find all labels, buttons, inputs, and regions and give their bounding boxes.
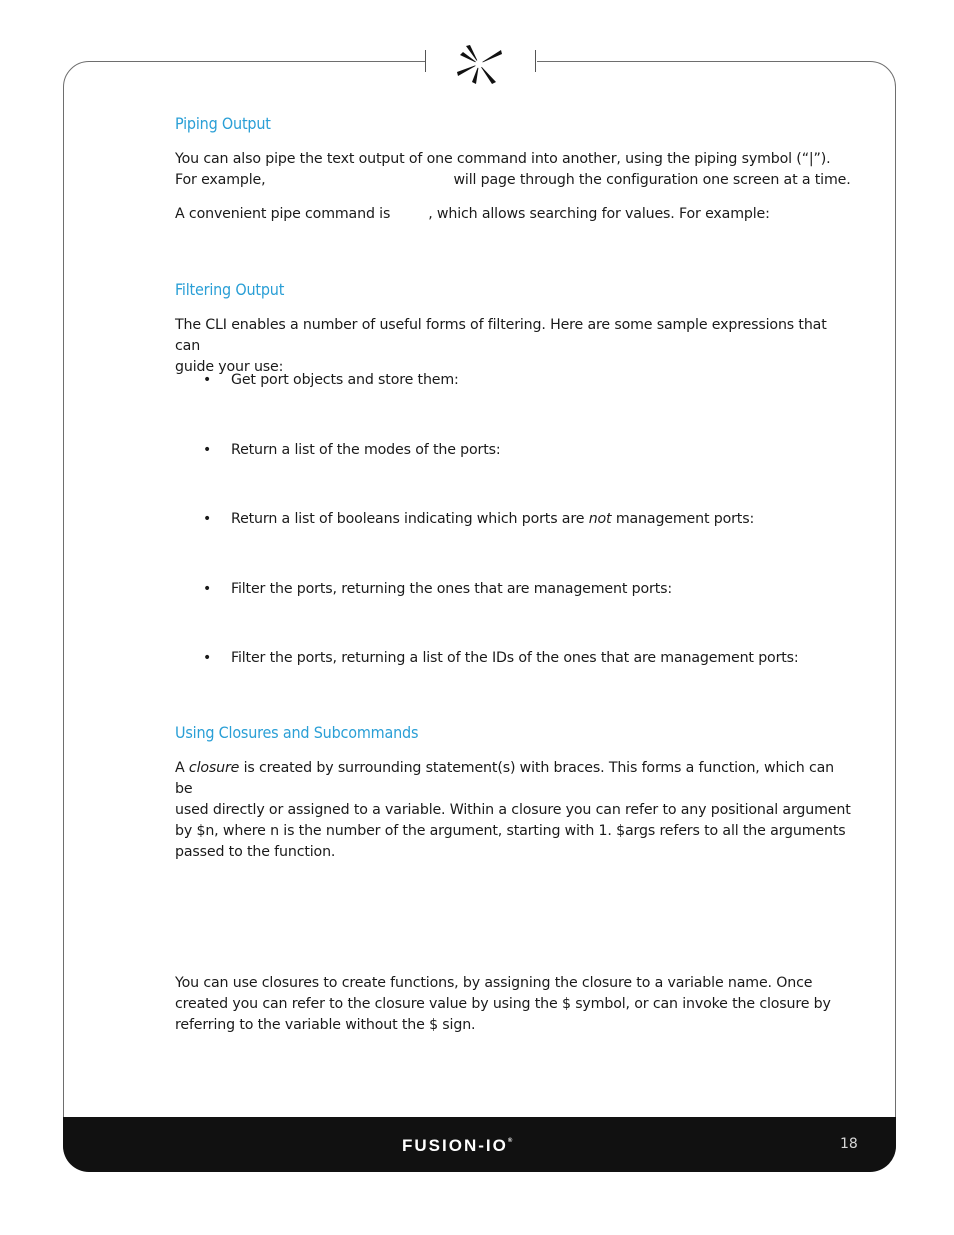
- piping-paragraph-2: [175, 204, 855, 225]
- filter-item-5: Filter the ports, returning a list of the IDs of the ones that are management ports:: [231, 650, 799, 666]
- frame-tick-right: [535, 50, 536, 72]
- footer-brand-logo: [402, 1136, 512, 1156]
- closures-p1-l2: used directly or assigned to a variable. Within a closure you can refer to any positional argument: [175, 802, 851, 818]
- page-number: 18: [840, 1136, 858, 1152]
- piping-p1-line2a: For example,: [175, 172, 266, 188]
- filtering-intro-line2: guide your use:: [175, 359, 284, 375]
- bullet-icon: •: [203, 650, 212, 666]
- piping-p1-line1: You can also pipe the text output of one command into another, using the piping symbol (“|”).: [175, 151, 831, 167]
- filter-item-3-emphasis: not: [588, 511, 612, 527]
- bullet-icon: •: [203, 581, 212, 597]
- heading-filtering-output: Filtering Output: [175, 280, 285, 299]
- heading-piping-output: Piping Output: [175, 114, 271, 133]
- filtering-intro-line1: The CLI enables a number of useful forms of filtering. Here are some sample expressions that can: [175, 317, 827, 354]
- piping-paragraph-1: [175, 149, 855, 191]
- filtering-intro: [175, 315, 855, 378]
- filter-item-4: Filter the ports, returning the ones that are management ports:: [231, 581, 672, 597]
- frame-tick-left: [425, 50, 426, 72]
- closures-p2-l3: referring to the variable without the $ sign.: [175, 1017, 476, 1033]
- closures-p2-l1: You can use closures to create functions, by assigning the closure to a variable name. Once: [175, 975, 813, 991]
- piping-p2-b: , which allows searching for values. For example:: [428, 206, 770, 222]
- closures-p1-l1a: A: [175, 760, 189, 776]
- bullet-icon: •: [203, 442, 212, 458]
- piping-p1-line2b: will page through the configuration one screen at a time.: [453, 172, 851, 188]
- closures-p1-l1b: is created by surrounding statement(s) with braces. This forms a function, which can be: [175, 760, 835, 797]
- filter-item-2: Return a list of the modes of the ports:: [231, 442, 501, 458]
- piping-p2-a: A convenient pipe command is: [175, 206, 391, 222]
- closures-paragraph-2: [175, 973, 855, 1036]
- closures-p2-l2: created you can refer to the closure value by using the $ symbol, or can invoke the closure by: [175, 996, 831, 1012]
- fusion-io-logo-icon: [452, 42, 506, 86]
- heading-closures: Using Closures and Subcommands: [175, 723, 419, 742]
- bullet-icon: •: [203, 511, 212, 527]
- filter-item-1: Get port objects and store them:: [231, 372, 459, 388]
- footer-brand-text: FUSION-IO: [402, 1136, 508, 1155]
- filter-item-3-tail: management ports:: [611, 511, 755, 527]
- filter-item-3: [231, 509, 754, 529]
- closures-p1-l3: by $n, where n is the number of the argument, starting with 1. $args refers to all the arguments: [175, 823, 846, 839]
- filter-item-3-text: Return a list of booleans indicating which ports are: [231, 511, 585, 527]
- closures-p1-emphasis: closure: [188, 760, 240, 776]
- closures-paragraph-1: [175, 758, 855, 863]
- bullet-icon: •: [203, 372, 212, 388]
- registered-mark: ®: [507, 1138, 513, 1144]
- closures-p1-l4: passed to the function.: [175, 844, 336, 860]
